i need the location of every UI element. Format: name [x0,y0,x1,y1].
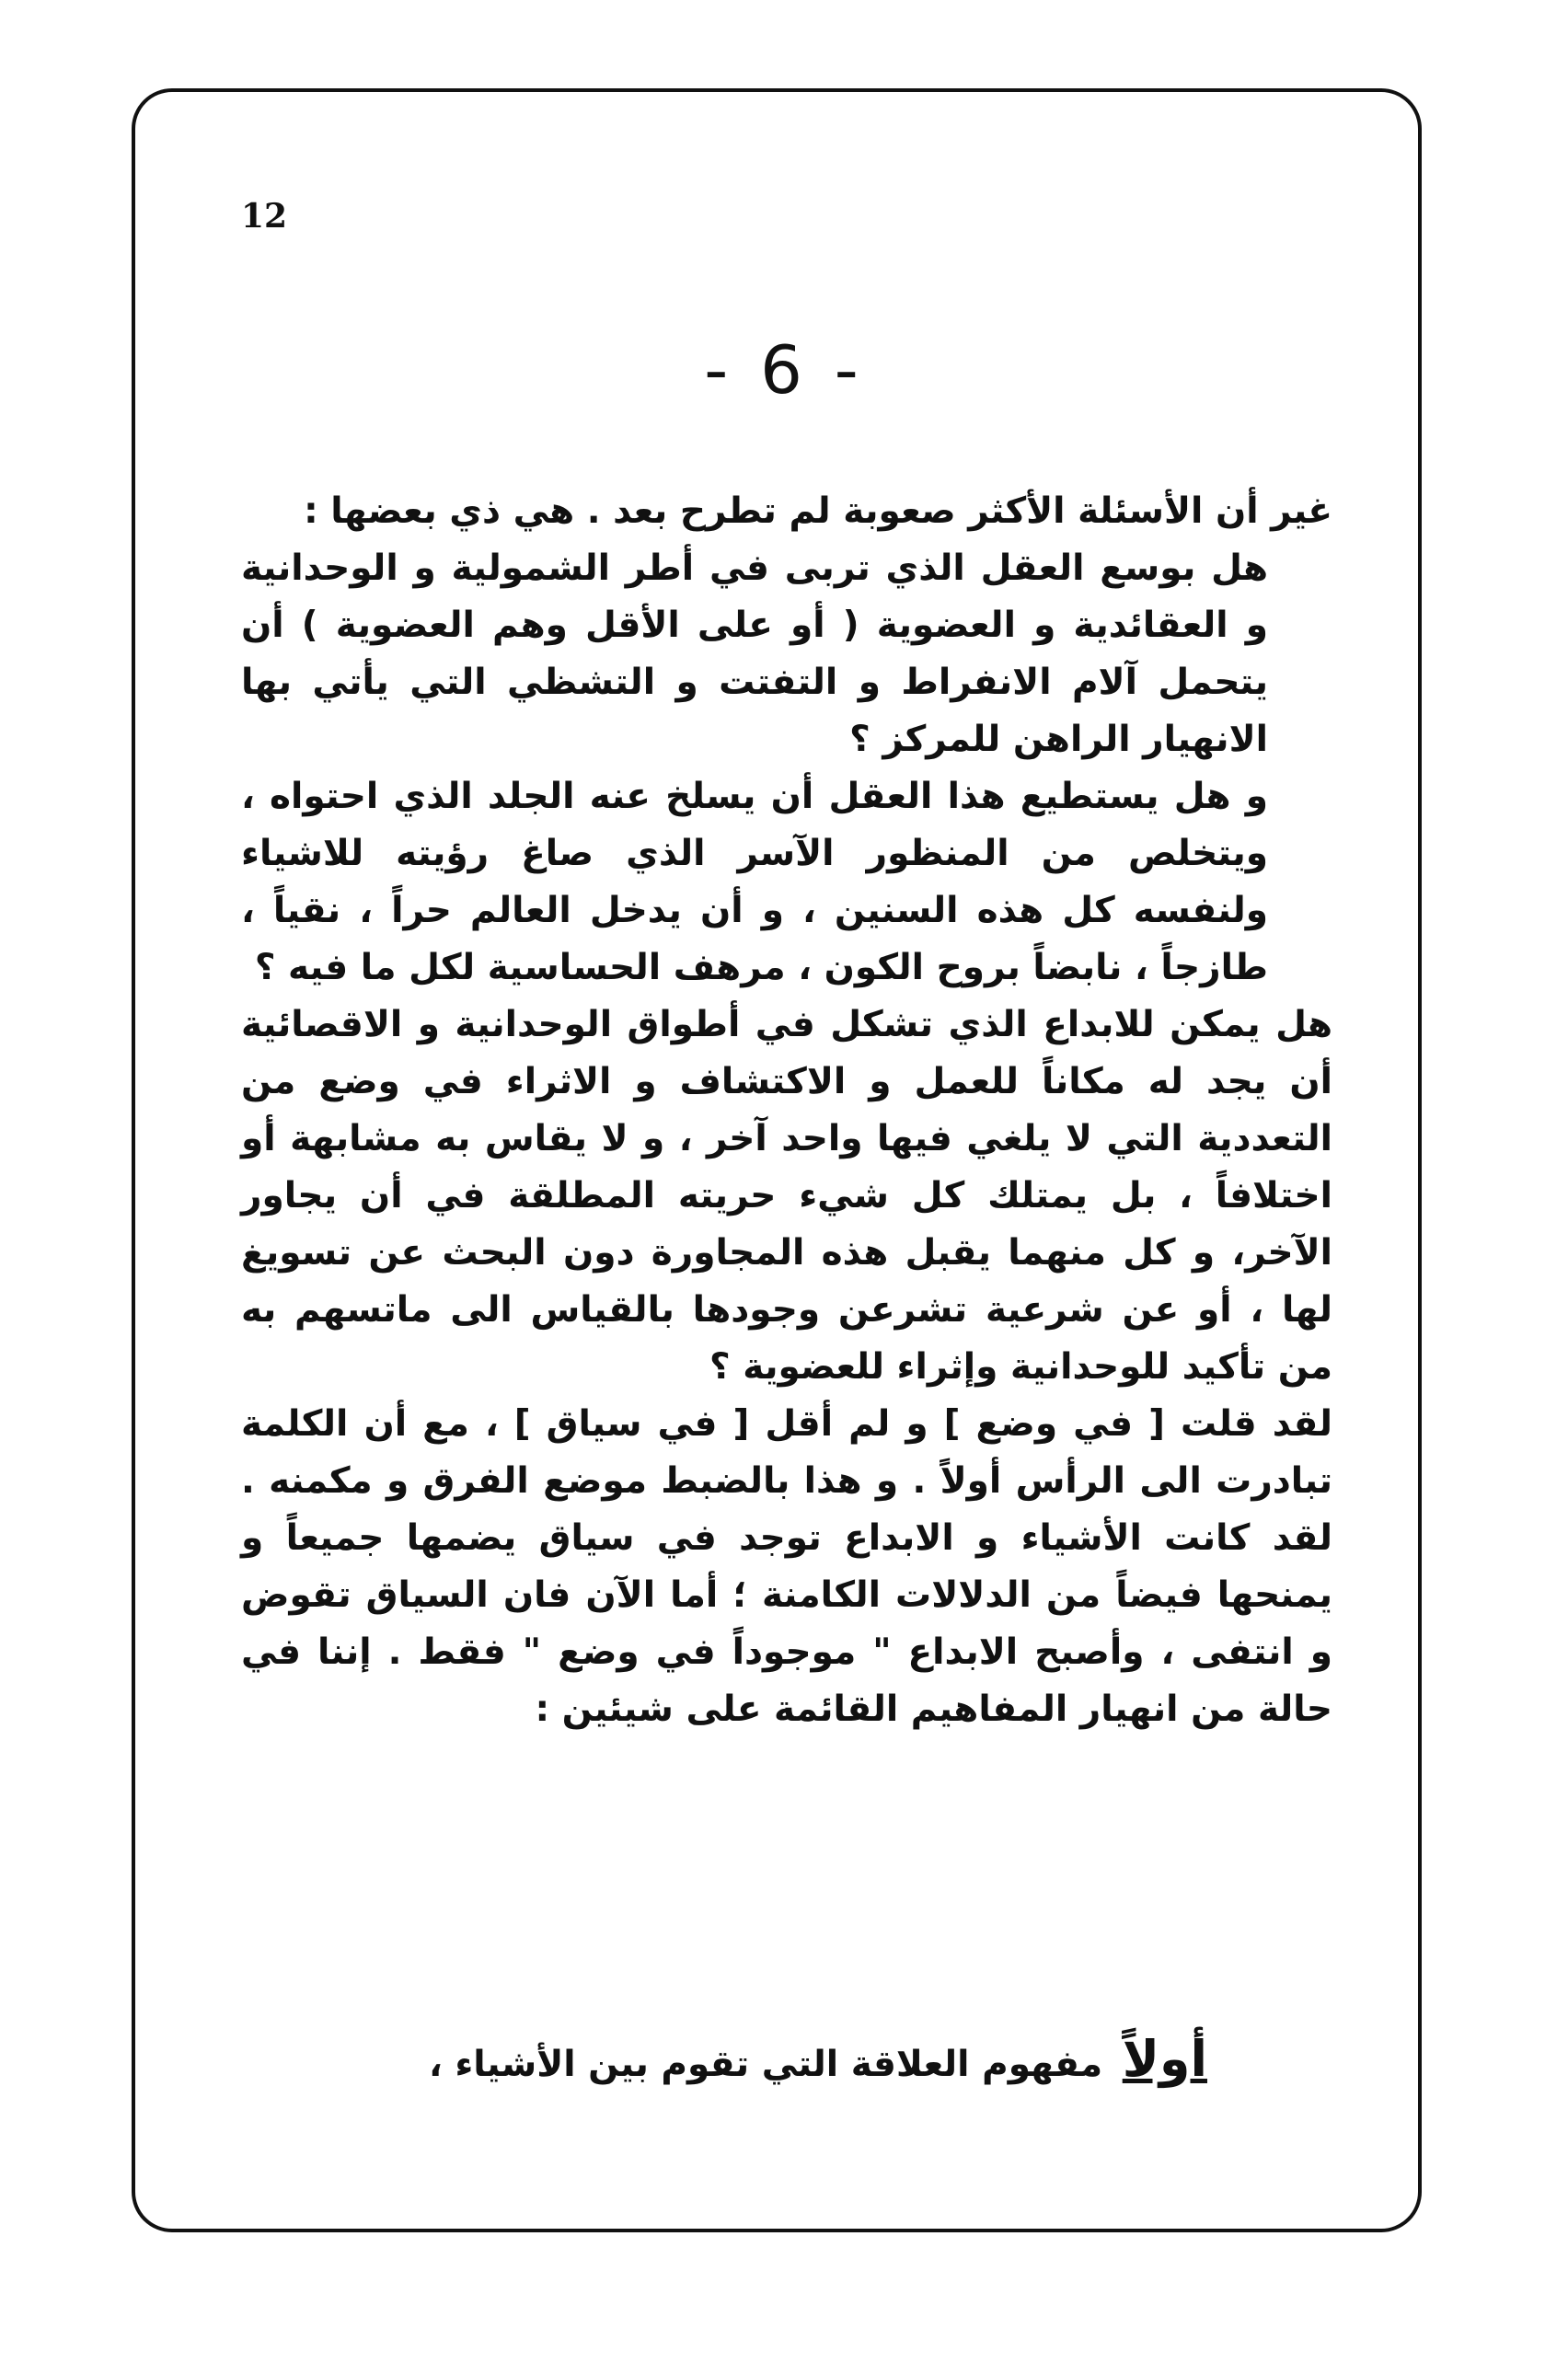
body-text [241,483,1332,1738]
paragraph-context: لقد قلت [ في وضع ] و لم أقل [ في سياق ] ، مع أن الكلمة تبادرت الى الرأس أولاً . و هذا بالضبط موضع الفرق و مكمنه . لقد كانت الأشياء و الابداع توجد في سياق يضمها جميعاً و يمنحها فيضاً من الدلالات الكامنة ؛ أما الآن فان السياق تقوض و انتفى ، وأصبح الابداع " موجوداً في وضع " فقط . إننا في حالة من انهيار المفاهيم القائمة على شيئين : [241,1403,1332,1730]
paragraph-question-1: هل بوسع العقل الذي تربى في أطر الشمولية و الوحدانية و العقائدية و العضوية ( أو على الأقل وهم العضوية ) أن يتحمل آلام الانفراط و التفتت و التشظي التي يأتي بها الانهيار الراهن للمركز ؟ [241,548,1268,760]
paragraph-intro: غير أن الأسئلة الأكثر صعوبة لم تطرح بعد . هي ذي بعضها : [304,490,1332,532]
point-marker: أولاً [1122,2030,1207,2088]
section-heading: - 6 - [704,331,864,409]
paragraph-question-3: هل يمكن للابداع الذي تشكل في أطواق الوحدانية و الاقصائية أن يجد له مكاناً للعمل و الاكتشاف و الاثراء في وضع من التعددية التي لا يلغي فيها واحد آخر ، و لا يقاس به مشابهة أو اختلافاً ، بل يمتلك كل شيء حريته المطلقة في أن يجاور الآخر، و كل منهما يقبل هذه المجاورة دون البحث عن تسويغ لها ، أو عن شرعية تشرعن وجودها بالقياس الى ماتسهم به من تأكيد للوحدانية وإثراء للعضوية ؟ [241,1004,1332,1388]
point-text: مفهوم العلاقة التي تقوم بين الأشياء ، [428,2044,1103,2085]
page-number: 12 [241,197,288,236]
paragraph-question-2: و هل يستطيع هذا العقل أن يسلخ عنه الجلد الذي احتواه ، ويتخلص من المنظور الآسر الذي صاغ رؤيته للاشياء ولنفسه كل هذه السنين ، و أن يدخل العالم حراً ، نقياً ، طازجاً ، نابضاً بروح الكون ، مرهف الحساسية لكل ما فيه ؟ [241,776,1268,988]
point-first [241,2031,1207,2093]
